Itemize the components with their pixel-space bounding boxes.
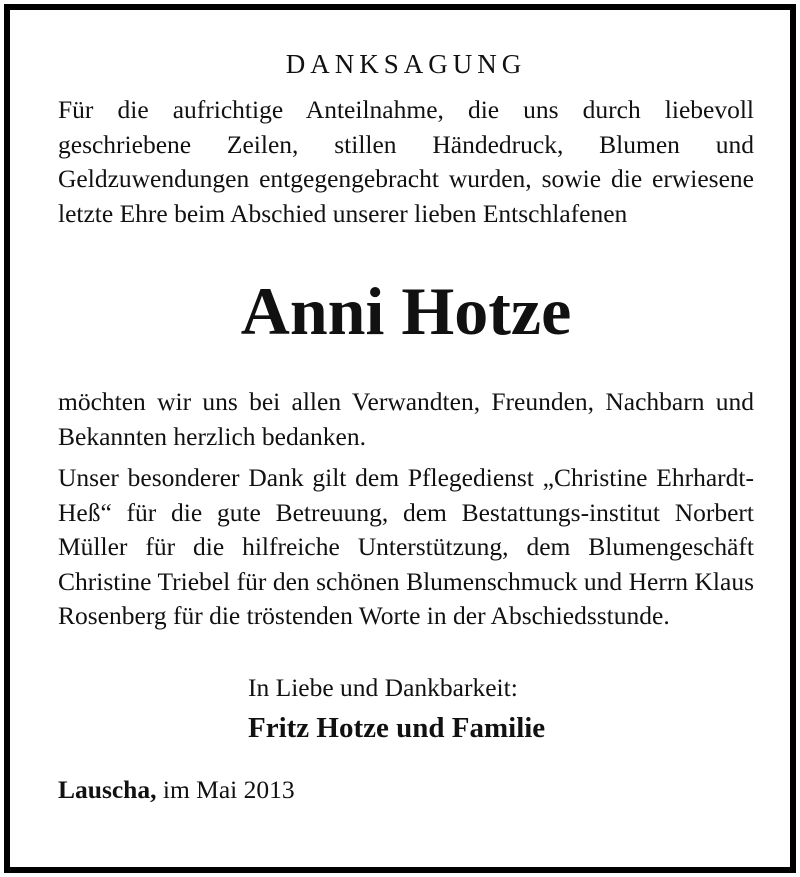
notice-content xyxy=(58,44,754,808)
place: Lauscha, xyxy=(58,774,157,804)
signature: Fritz Hotze und Familie xyxy=(248,711,546,744)
date: im Mai 2013 xyxy=(162,774,295,804)
deceased-name: Anni Hotze xyxy=(240,273,572,349)
intro-paragraph: Für die aufrichtige Anteilnahme, die uns durch liebevoll geschriebene Zeilen, stillen Händedruck, Blumen und Geldzuwendungen entgegengebracht wurden, sowie die erwiesene letzte Ehre beim Abschied unserer lieben Entschlafenen xyxy=(58,95,754,228)
thanks-paragraph: möchten wir uns bei allen Verwandten, Freunden, Nachbarn und Bekannten herzlich bedanken. xyxy=(58,387,754,451)
closing-phrase: In Liebe und Dankbarkeit: xyxy=(248,672,518,702)
special-thanks-paragraph: Unser besonderer Dank gilt dem Pflegedienst „Christine Ehrhardt-Heß“ für die gute Betreuung, dem Bestattungs-institut Norbert Müller für die hilfreiche Unterstützung, dem Blumengeschäft Christine Triebel für den schönen Blumenschmuck und Herrn Klaus Rosenberg für die tröstenden Worte in der Abschiedsstunde. xyxy=(58,463,754,630)
notice-frame xyxy=(4,4,796,873)
closing-block xyxy=(58,670,754,750)
notice-heading: DANKSAGUNG xyxy=(285,49,527,79)
place-date-line xyxy=(58,772,754,808)
